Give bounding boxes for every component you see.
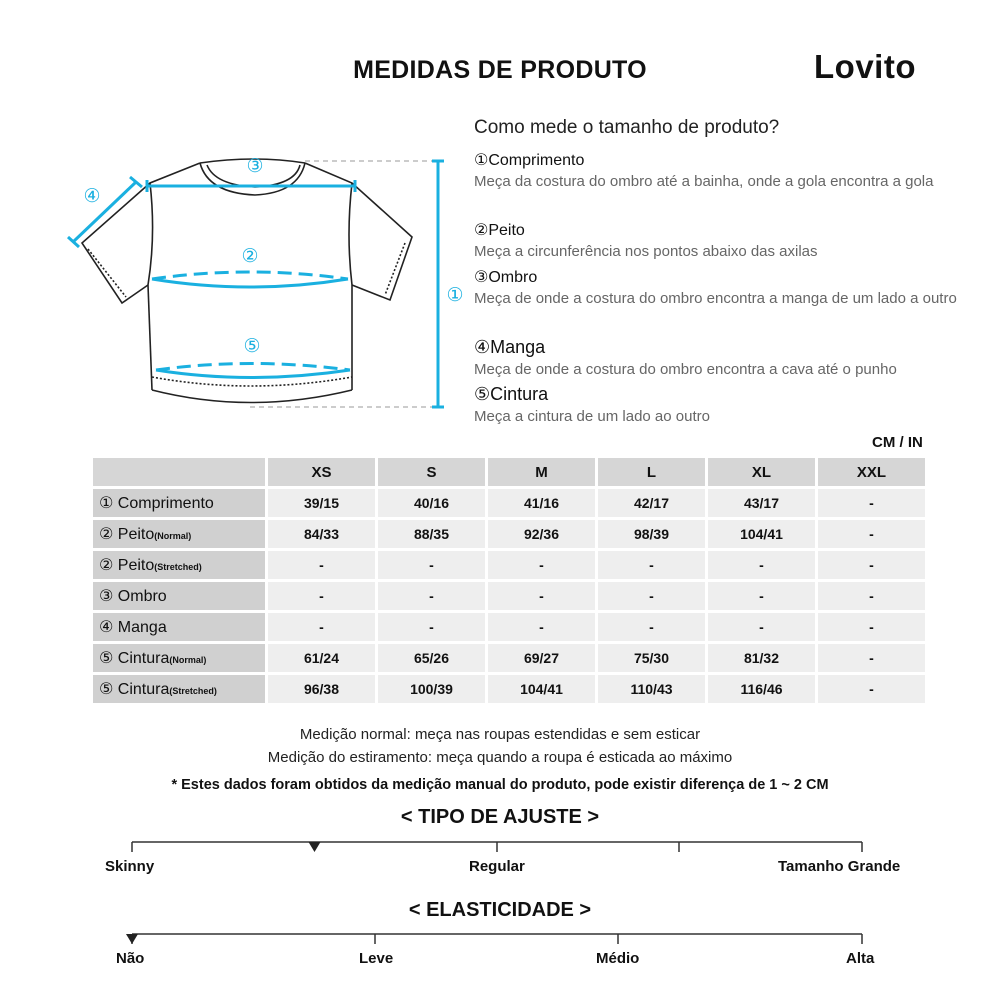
table-cell: - (598, 613, 705, 641)
table-cell: - (818, 520, 925, 548)
measure-name: ②Peito (474, 222, 525, 239)
how-to-title: Como mede o tamanho de produto? (474, 117, 780, 138)
table-cell: 42/17 (598, 489, 705, 517)
table-cell: 75/30 (598, 644, 705, 672)
table-cell: - (708, 613, 815, 641)
table-cell: - (268, 613, 375, 641)
table-cell: - (818, 551, 925, 579)
row-label-qualifier: (Stretched) (169, 686, 217, 696)
measure-desc: Meça de onde a costura do ombro encontra a cava até o punho (474, 361, 897, 378)
units-label: CM / IN (872, 434, 923, 451)
table-row (93, 613, 925, 641)
table-cell: 40/16 (378, 489, 485, 517)
table-row (93, 551, 925, 579)
waist-measure-line (156, 364, 350, 371)
row-label (93, 613, 265, 641)
fit-scale (120, 836, 880, 860)
row-label-qualifier: (Normal) (169, 655, 207, 665)
row-label (93, 489, 265, 517)
elasticity-label-light: Leve (359, 950, 394, 967)
measure-name: ④Manga (474, 337, 546, 357)
table-row (93, 520, 925, 548)
measure-item-shoulder (474, 267, 974, 310)
table-cell: 116/46 (708, 675, 815, 703)
table-cell: - (818, 613, 925, 641)
table-cell: 69/27 (488, 644, 595, 672)
size-header: M (488, 458, 595, 486)
elasticity-label-medium: Médio (596, 950, 640, 967)
table-row (93, 644, 925, 672)
table-cell: 96/38 (268, 675, 375, 703)
row-label-text: ② Peito (99, 557, 155, 574)
table-corner (93, 458, 265, 486)
table-cell: - (488, 582, 595, 610)
note-normal: Medição normal: meça nas roupas estendidas e sem esticar (299, 726, 701, 743)
measure-desc: Meça a circunferência nos pontos abaixo das axilas (474, 243, 818, 260)
size-header: XL (708, 458, 815, 486)
table-cell: - (818, 675, 925, 703)
marker-2: ② (241, 245, 259, 267)
table-cell: 92/36 (488, 520, 595, 548)
sleeve-measure-line (73, 182, 136, 242)
table-cell: - (488, 551, 595, 579)
table-cell: 104/41 (708, 520, 815, 548)
marker-1: ① (446, 284, 464, 306)
table-cell: - (818, 489, 925, 517)
measure-desc: Meça a cintura de um lado ao outro (474, 408, 710, 425)
fit-marker (309, 842, 321, 852)
table-header-row (93, 458, 925, 486)
table-cell: 84/33 (268, 520, 375, 548)
table-cell: 110/43 (598, 675, 705, 703)
table-cell: 65/26 (378, 644, 485, 672)
size-header: XXL (818, 458, 925, 486)
row-label-text: ⑤ Cintura (99, 650, 170, 667)
table-cell: 39/15 (268, 489, 375, 517)
table-cell: 43/17 (708, 489, 815, 517)
row-label-text: ① Comprimento (99, 495, 214, 512)
size-header: L (598, 458, 705, 486)
row-label-qualifier: (Normal) (154, 531, 192, 541)
measure-name: ①Comprimento (474, 152, 585, 169)
measure-name: ③Ombro (474, 269, 538, 286)
fit-label-regular: Regular (469, 858, 525, 875)
marker-4: ④ (83, 185, 101, 207)
measure-desc: Meça da costura do ombro até a bainha, onde a gola encontra a gola (474, 173, 934, 190)
measure-desc: Meça de onde a costura do ombro encontra a manga de um lado a outro (474, 290, 957, 307)
table-cell: 104/41 (488, 675, 595, 703)
size-header: XS (268, 458, 375, 486)
fit-label-skinny: Skinny (105, 858, 155, 875)
table-row (93, 675, 925, 703)
row-label (93, 551, 265, 579)
row-label-text: ④ Manga (99, 619, 167, 636)
table-cell: - (378, 551, 485, 579)
row-label (93, 675, 265, 703)
elasticity-label-high: Alta (846, 950, 875, 967)
measure-lines (68, 161, 444, 407)
row-label (93, 520, 265, 548)
row-label-text: ② Peito (99, 526, 155, 543)
row-label-qualifier: (Stretched) (154, 562, 202, 572)
note-stretch: Medição do estiramento: meça quando a roupa é esticada ao máximo (267, 749, 733, 766)
footnote: * Estes dados foram obtidos da medição manual do produto, pode existir diferença de 1 ~ 2 CM (171, 777, 829, 793)
table-cell: - (268, 582, 375, 610)
measure-item-waist (474, 384, 974, 428)
elasticity-title: < ELASTICIDADE > (408, 899, 592, 921)
table-cell: - (818, 582, 925, 610)
chest-measure-line (152, 272, 348, 279)
measure-name: ⑤Cintura (474, 384, 549, 404)
table-cell: 88/35 (378, 520, 485, 548)
table-cell: - (378, 613, 485, 641)
row-label (93, 582, 265, 610)
table-cell: - (488, 613, 595, 641)
row-label (93, 644, 265, 672)
row-label-text: ③ Ombro (99, 588, 167, 605)
table-row (93, 582, 925, 610)
brand-logo: Lovito (814, 48, 916, 85)
table-cell: - (378, 582, 485, 610)
elasticity-label-none: Não (116, 950, 145, 967)
table-cell: - (598, 582, 705, 610)
table-cell: - (268, 551, 375, 579)
table-cell: - (708, 551, 815, 579)
table-cell: - (818, 644, 925, 672)
table-cell: - (598, 551, 705, 579)
measure-item-chest (474, 220, 974, 263)
elasticity-marker (126, 934, 138, 944)
size-table (90, 455, 928, 706)
table-cell: 98/39 (598, 520, 705, 548)
fit-title: < TIPO DE AJUSTE > (400, 806, 600, 828)
table-row (93, 489, 925, 517)
measure-item-length (474, 150, 974, 193)
marker-5: ⑤ (243, 335, 261, 357)
table-cell: - (708, 582, 815, 610)
row-label-text: ⑤ Cintura (99, 681, 170, 698)
measure-item-sleeve (474, 337, 974, 381)
table-cell: 81/32 (708, 644, 815, 672)
size-header: S (378, 458, 485, 486)
tshirt-diagram (60, 145, 480, 420)
fit-label-large: Tamanho Grande (778, 858, 901, 875)
table-cell: 100/39 (378, 675, 485, 703)
table-cell: 41/16 (488, 489, 595, 517)
table-cell: 61/24 (268, 644, 375, 672)
tshirt-outline (82, 159, 412, 403)
page-title: MEDIDAS DE PRODUTO (353, 56, 647, 84)
elasticity-scale (120, 928, 880, 952)
marker-3: ③ (246, 155, 264, 177)
